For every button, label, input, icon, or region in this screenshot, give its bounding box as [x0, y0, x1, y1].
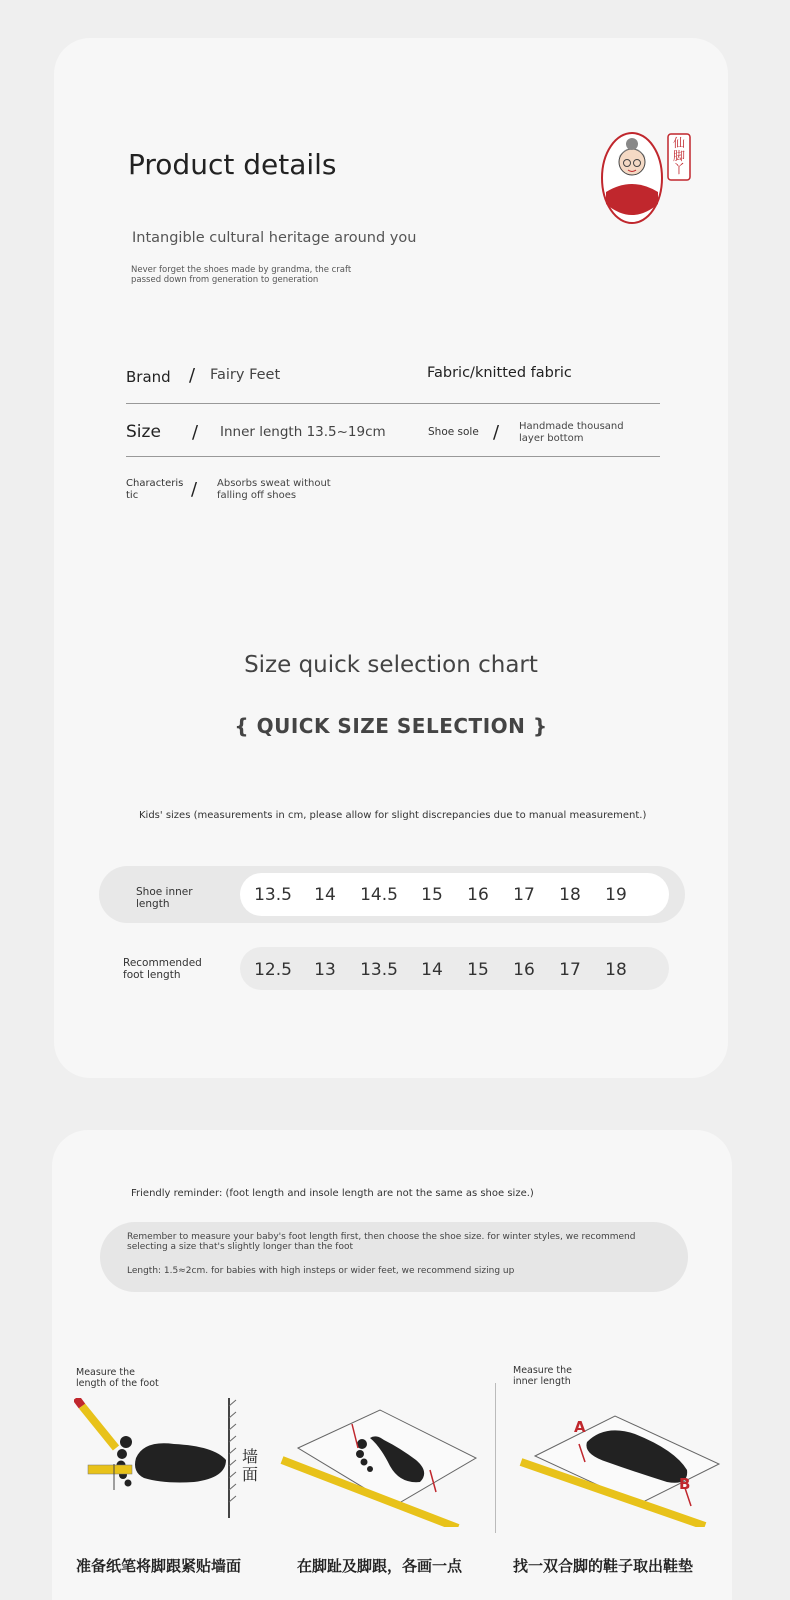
measurement-guide-card	[52, 1130, 732, 1600]
measure-foot-label: Measure the length of the foot	[76, 1367, 159, 1389]
separator: /	[191, 479, 198, 500]
characteristic-label: Characteristic	[126, 478, 184, 501]
fabric-value: Fabric/knitted fabric	[427, 365, 572, 381]
reminder-line-1: Remember to measure your baby's foot length first, then choose the shoe size. for winter styles, we recommend selecting a size that's slightly longer than the foot	[127, 1232, 636, 1252]
brand-label: Brand	[126, 368, 171, 386]
foot-length-value: 12.5	[254, 960, 292, 980]
inner-length-value: 17	[513, 885, 535, 905]
separator: /	[189, 365, 196, 386]
foot-length-value: 13.5	[360, 960, 398, 980]
logo-seal-text: 仙脚丫	[672, 136, 685, 176]
inner-length-value: 18	[559, 885, 581, 905]
size-label: Size	[126, 422, 161, 442]
foot-paper-illustration	[280, 1402, 480, 1527]
sole-value: Handmade thousand layer bottom	[519, 421, 624, 444]
foot-length-label: Recommended foot length	[123, 957, 202, 981]
size-chart-title: Size quick selection chart	[244, 652, 538, 678]
wall-label: 墙面	[242, 1447, 259, 1484]
size-value: Inner length 13.5~19cm	[220, 424, 386, 440]
inner-length-value: 19	[605, 885, 627, 905]
foot-length-value: 18	[605, 960, 627, 980]
inner-length-value: 16	[467, 885, 489, 905]
divider	[495, 1383, 496, 1533]
heritage-description: Never forget the shoes made by grandma, the craft passed down from generation to generation	[131, 265, 352, 285]
caption-step-1: 准备纸笔将脚跟紧贴墙面	[76, 1557, 242, 1575]
reminder-heading: Friendly reminder: (foot length and insole length are not the same as shoe size.)	[131, 1188, 534, 1199]
foot-length-value: 16	[513, 960, 535, 980]
inner-length-value: 14	[314, 885, 336, 905]
sole-label: Shoe sole	[428, 426, 479, 438]
foot-wall-illustration	[74, 1398, 264, 1523]
measure-inner-label: Measure the inner length	[513, 1365, 572, 1387]
brand-logo	[600, 130, 694, 226]
divider	[126, 456, 660, 457]
separator: /	[493, 422, 500, 443]
reminder-box	[100, 1222, 688, 1292]
insole-illustration	[515, 1402, 727, 1527]
foot-length-value: 13	[314, 960, 336, 980]
reminder-line-2: Length: 1.5≈2cm. for babies with high insteps or wider feet, we recommend sizing up	[127, 1266, 515, 1276]
divider	[126, 403, 660, 404]
caption-step-3: 找一双合脚的鞋子取出鞋垫	[513, 1557, 694, 1575]
inner-length-value: 14.5	[360, 885, 398, 905]
page-title: Product details	[128, 148, 337, 181]
foot-length-value: 14	[421, 960, 443, 980]
inner-length-label: Shoe inner length	[136, 886, 193, 910]
characteristic-value: Absorbs sweat without falling off shoes	[217, 478, 331, 501]
size-chart-note: Kids' sizes (measurements in cm, please allow for slight discrepancies due to manual measurement.)	[139, 810, 647, 821]
inner-length-value: 15	[421, 885, 443, 905]
separator: /	[192, 422, 199, 443]
foot-length-value: 15	[467, 960, 489, 980]
product-details-card	[54, 38, 728, 1078]
heritage-subtitle: Intangible cultural heritage around you	[132, 230, 417, 246]
inner-length-value: 13.5	[254, 885, 292, 905]
brand-value: Fairy Feet	[210, 367, 281, 383]
foot-length-value: 17	[559, 960, 581, 980]
marker-a: A	[574, 1418, 586, 1436]
marker-b: B	[679, 1475, 691, 1493]
size-chart-subtitle: { QUICK SIZE SELECTION }	[234, 714, 548, 738]
caption-step-2: 在脚趾及脚跟，各画一点	[297, 1557, 463, 1575]
